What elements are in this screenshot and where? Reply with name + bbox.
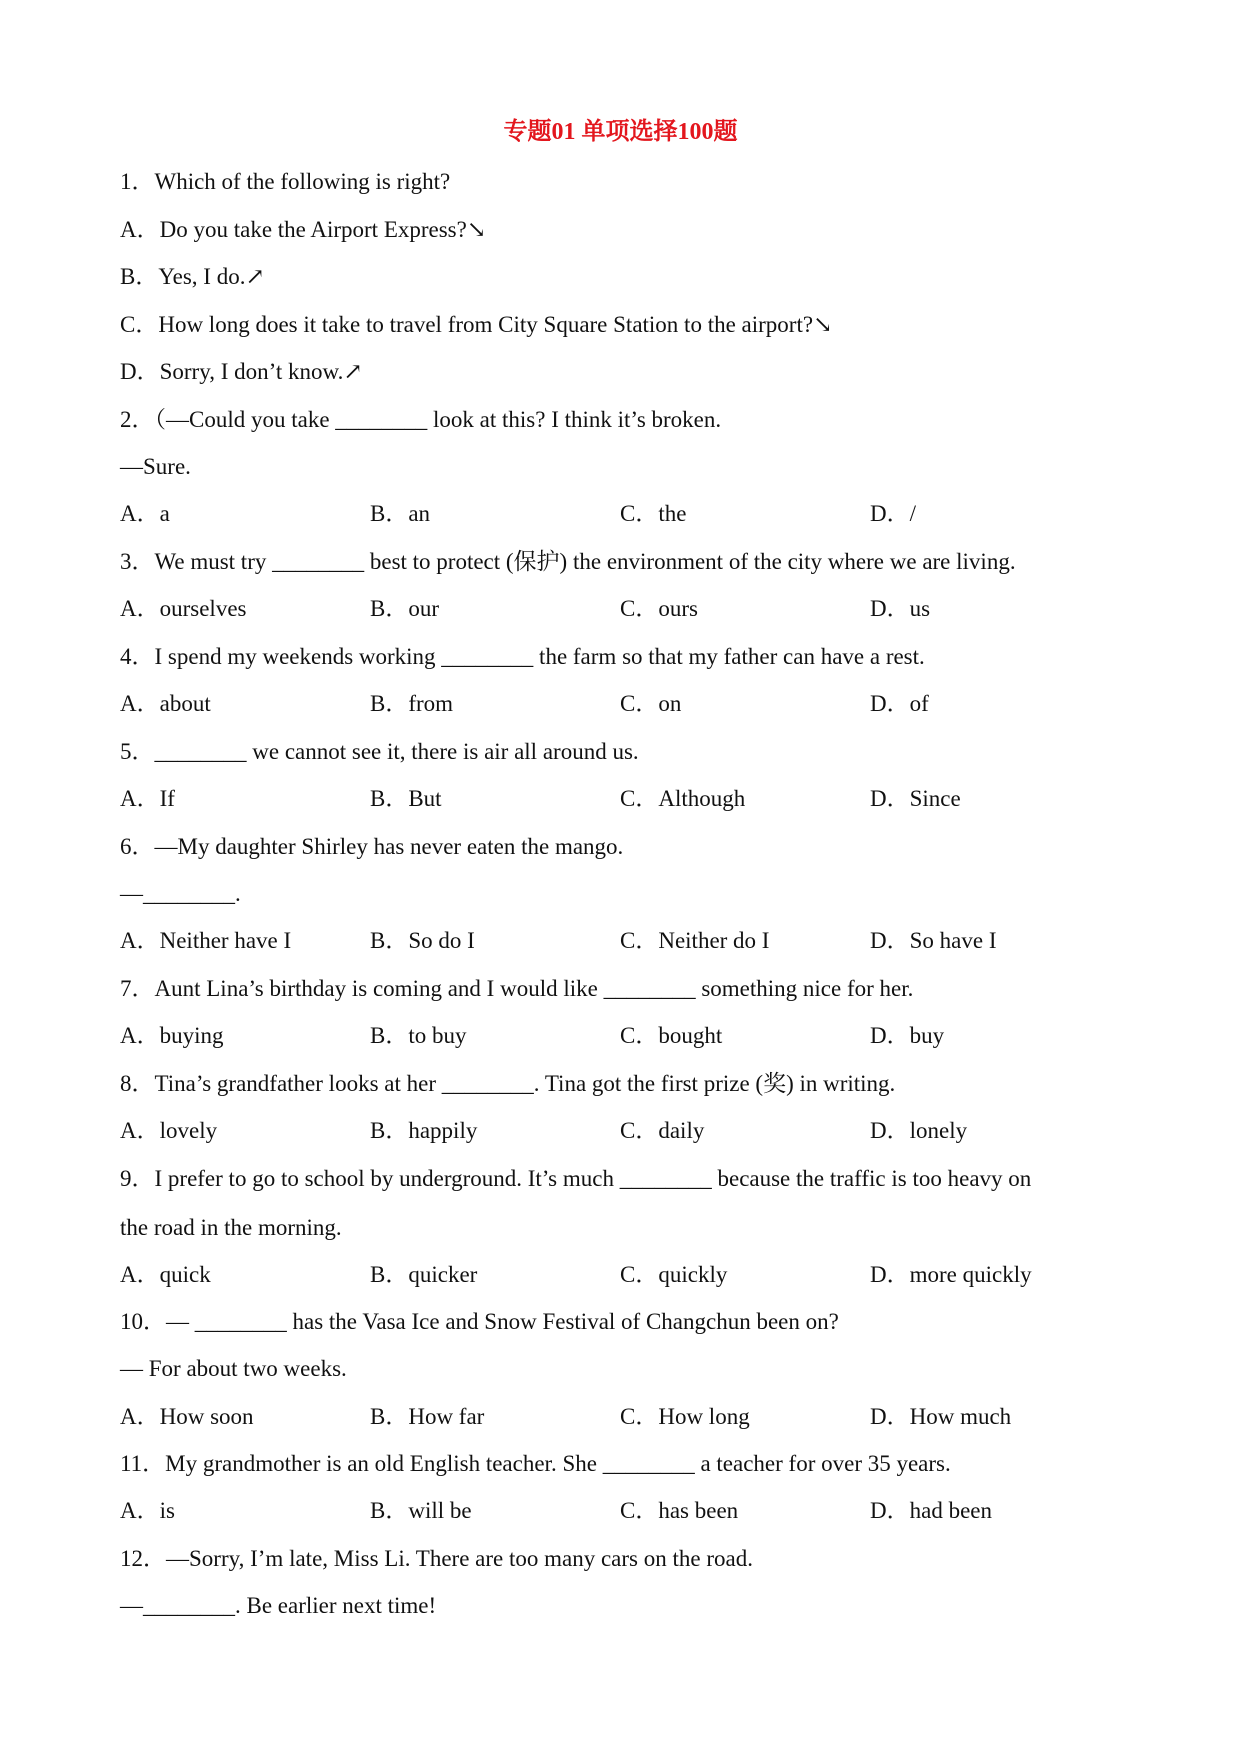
question-5-option-d: D．Since — [870, 786, 961, 811]
question-3-option-d: D．us — [870, 596, 931, 621]
question-1-option-b: B．Yes, I do.↗ — [120, 264, 265, 289]
question-5-option-c: C．Although — [620, 786, 746, 811]
question-3-option-b: B．our — [370, 596, 439, 621]
question-10-option-c: C．How long — [620, 1404, 750, 1429]
question-11-option-c: C．has been — [620, 1498, 739, 1523]
question-9-option-a: A．quick — [120, 1262, 211, 1287]
question-7-option-c: C．bought — [620, 1023, 723, 1048]
question-5-option-b: B．But — [370, 786, 442, 811]
question-1-option-d: D．Sorry, I don’t know.↗ — [120, 359, 363, 384]
question-9-option-d: D．more quickly — [870, 1262, 1032, 1287]
question-11-option-a: A．is — [120, 1498, 175, 1523]
question-6-option-a: A．Neither have I — [120, 928, 292, 953]
question-3-option-c: C．ours — [620, 596, 698, 621]
question-11-option-d: D．had been — [870, 1498, 992, 1523]
question-2-option-a: A．a — [120, 501, 170, 526]
question-8-option-c: C．daily — [620, 1118, 705, 1143]
question-2-option-b: B．an — [370, 501, 431, 526]
question-7-option-a: A．buying — [120, 1023, 224, 1048]
question-1-option-a: A．Do you take the Airport Express?↘ — [120, 217, 487, 242]
question-7-option-d: D．buy — [870, 1023, 945, 1048]
question-4-option-a: A．about — [120, 691, 211, 716]
question-10-stem: 10．— ________ has the Vasa Ice and Snow Festival of Changchun been on? — [120, 1309, 839, 1334]
question-4-option-b: B．from — [370, 691, 454, 716]
question-4-option-d: D．of — [870, 691, 929, 716]
question-2-option-d: D．/ — [870, 501, 916, 526]
question-6-option-b: B．So do I — [370, 928, 475, 953]
question-9-option-c: C．quickly — [620, 1262, 728, 1287]
question-11-option-b: B．will be — [370, 1498, 472, 1523]
question-10-option-a: A．How soon — [120, 1404, 254, 1429]
question-2-response: —Sure. — [120, 454, 191, 479]
question-2-stem: 2．（—Could you take ________ look at this? I think it’s broken. — [120, 407, 722, 432]
question-10-option-b: B．How far — [370, 1404, 485, 1429]
question-8-stem: 8．Tina’s grandfather looks at her ________. Tina got the first prize (奖) in writing. — [120, 1071, 896, 1096]
question-12-response: —________. Be earlier next time! — [120, 1593, 437, 1618]
question-1-stem: 1．Which of the following is right? — [120, 169, 451, 194]
question-8-option-b: B．happily — [370, 1118, 478, 1143]
question-6-response: —________. — [120, 881, 241, 906]
question-7-option-b: B．to buy — [370, 1023, 467, 1048]
question-1-option-c: C．How long does it take to travel from City Square Station to the airport?↘ — [120, 312, 833, 337]
question-3-option-a: A．ourselves — [120, 596, 247, 621]
question-9-stem: 9．I prefer to go to school by underground. It’s much ________ because the traffic is too heavy on — [120, 1166, 1032, 1191]
question-4-stem: 4．I spend my weekends working ________ the farm so that my father can have a rest. — [120, 644, 925, 669]
document-title: 专题01 单项选择100题 — [503, 119, 738, 145]
question-4-option-c: C．on — [620, 691, 682, 716]
question-12-stem: 12．—Sorry, I’m late, Miss Li. There are too many cars on the road. — [120, 1546, 753, 1571]
question-8-option-a: A．lovely — [120, 1118, 218, 1143]
question-10-response: — For about two weeks. — [120, 1356, 347, 1381]
question-3-stem: 3．We must try ________ best to protect (保护) the environment of the city where we are living. — [120, 549, 1016, 574]
question-5-stem: 5．________ we cannot see it, there is air all around us. — [120, 739, 639, 764]
question-6-option-c: C．Neither do I — [620, 928, 770, 953]
question-9-option-b: B．quicker — [370, 1262, 478, 1287]
question-10-option-d: D．How much — [870, 1404, 1012, 1429]
question-2-option-c: C．the — [620, 501, 687, 526]
question-6-stem: 6．—My daughter Shirley has never eaten the mango. — [120, 834, 624, 859]
question-5-option-a: A．If — [120, 786, 175, 811]
question-7-stem: 7．Aunt Lina’s birthday is coming and I would like ________ something nice for her. — [120, 976, 914, 1001]
question-9-stem-continued: the road in the morning. — [120, 1215, 342, 1240]
question-11-stem: 11．My grandmother is an old English teacher. She ________ a teacher for over 35 years. — [120, 1451, 951, 1476]
question-8-option-d: D．lonely — [870, 1118, 968, 1143]
question-6-option-d: D．So have I — [870, 928, 997, 953]
